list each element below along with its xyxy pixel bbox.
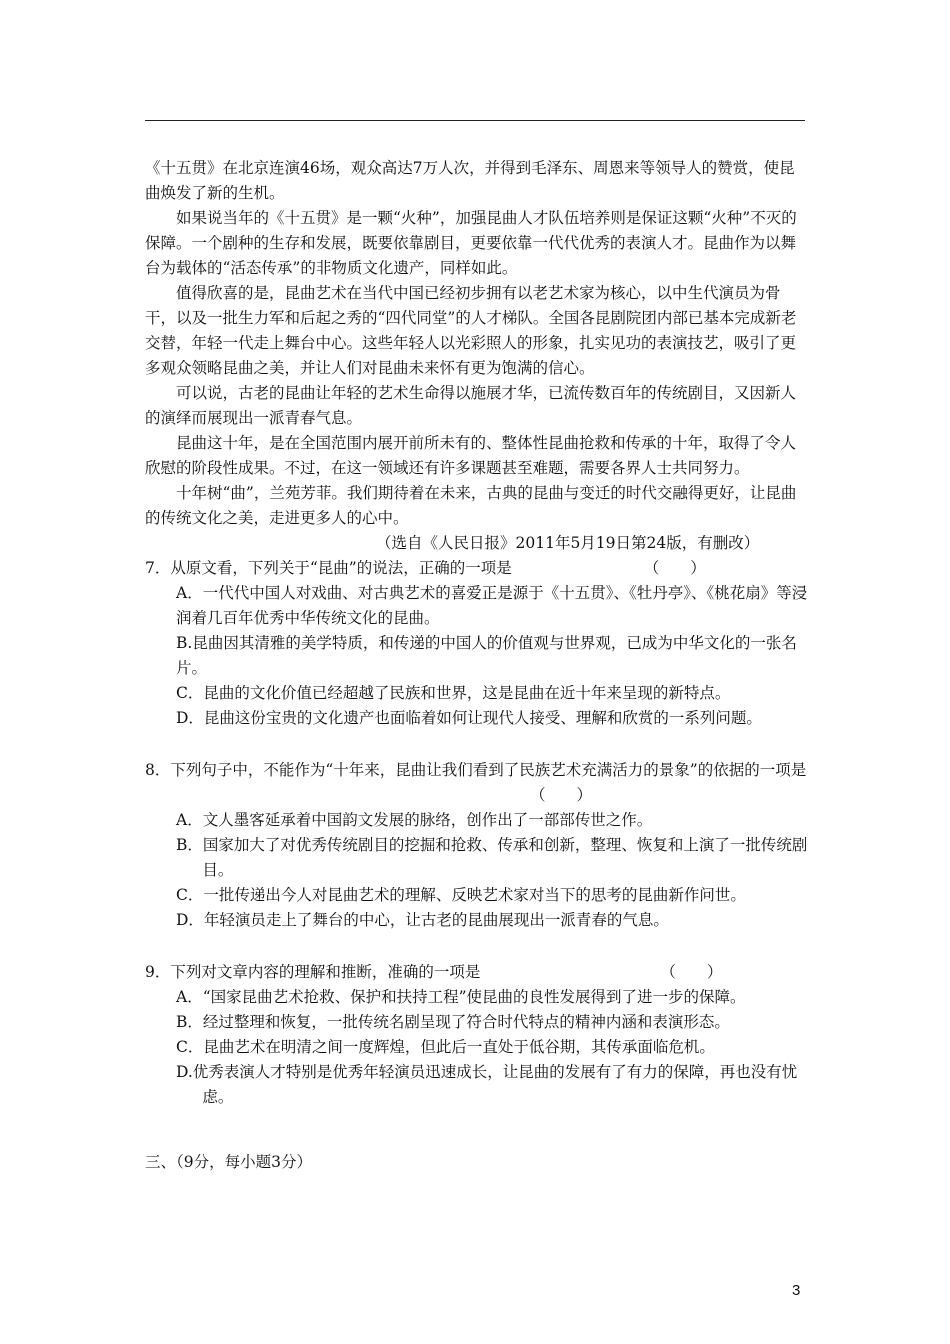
option-a: A．文人墨客延承着中国韵文发展的脉络，创作出了一部部传世之作。 xyxy=(176,811,653,829)
passage-paragraph: 十年树“曲”，兰苑芳菲。我们期待着在未来，古典的昆曲与变迁的时代交融得更好，让昆曲的传统文化之美，走进更多人的心中。 xyxy=(145,484,797,527)
option-b: B.昆曲因其清雅的美学特质，和传递的中国人的价值观与世界观，已成为中华文化的一张名片。 xyxy=(176,634,797,677)
answer-paren: （ ） xyxy=(530,786,593,804)
option-b: B．国家加大了对优秀传统剧目的挖掘和抢救、传承和创新，整理、恢复和上演了一批传统剧目。 xyxy=(176,836,808,879)
option-c: C．一批传递出今人对昆曲艺术的理解、反映艺术家对当下的思考的昆曲新作问世。 xyxy=(176,886,746,904)
passage-source: （选自《人民日报》2011年5月19日第24版，有删改） xyxy=(376,534,760,552)
passage-paragraph: 如果说当年的《十五贯》是一颗“火种”，加强昆曲人才队伍培养则是保证这颗“火种”不灭的保障。一个剧种的生存和发展，既要依靠剧目，更要依靠一代代优秀的表演人才。昆曲作为以舞台为载体的“活态传承”的非物质文化遗产，同样如此。 xyxy=(145,209,797,277)
question-stem-text: 8．下列句子中，不能作为“十年来，昆曲让我们看到了民族艺术充满活力的景象”的依据的一项是 xyxy=(145,761,807,779)
option-a: A．“国家昆曲艺术抢救、保护和扶持工程”使昆曲的良性发展得到了进一步的保障。 xyxy=(176,988,746,1006)
option-d: D.优秀表演人才特别是优秀年轻演员迅速成长，让昆曲的发展有了有力的保障，再也没有忧虑。 xyxy=(176,1063,798,1106)
passage-paragraph: 《十五贯》在北京连演46场，观众高达7万人次，并得到毛泽东、周恩来等领导人的赞赏，使昆曲焕发了新的生机。 xyxy=(145,159,795,202)
answer-paren: （ ） xyxy=(643,559,706,577)
document-body xyxy=(145,156,810,1175)
question-stem xyxy=(145,758,810,808)
section-heading: 三、（9分，每小题3分） xyxy=(145,1153,312,1171)
option-d: D．昆曲这份宝贵的文化遗产也面临着如何让现代人接受、理解和欣赏的一系列问题。 xyxy=(176,709,762,727)
question-stem xyxy=(145,556,810,581)
option-a: A．一代代中国人对戏曲、对古典艺术的喜爱正是源于《十五贯》、《牡丹亭》、《桃花扇》等浸润着几百年优秀中华传统文化的昆曲。 xyxy=(176,584,808,627)
option-c: C．昆曲的文化价值已经超越了民族和世界，这是昆曲在近十年来呈现的新特点。 xyxy=(176,684,731,702)
option-c: C．昆曲艺术在明清之间一度辉煌，但此后一直处于低谷期，其传承面临危机。 xyxy=(176,1038,715,1056)
page-number: 3 xyxy=(792,1282,801,1299)
question-8 xyxy=(145,758,810,933)
header-rule xyxy=(145,120,805,121)
question-9 xyxy=(145,960,810,1110)
passage-paragraph: 值得欣喜的是，昆曲艺术在当代中国已经初步拥有以老艺术家为核心，以中生代演员为骨干，以及一批生力军和后起之秀的“四代同堂”的人才梯队。全国各昆剧院团内部已基本完成新老交替，年轻一代走上舞台中心。这些年轻人以光彩照人的形象，扎实见功的表演技艺，吸引了更多观众领略昆曲之美，并让人们对昆曲未来怀有更为饱满的信心。 xyxy=(145,284,797,377)
answer-paren: （ ） xyxy=(660,963,723,981)
passage-paragraph: 昆曲这十年，是在全国范围内展开前所未有的、整体性昆曲抢救和传承的十年，取得了令人欣慰的阶段性成果。不过，在这一领域还有许多课题甚至难题，需要各界人士共同努力。 xyxy=(145,434,797,477)
option-b: B．经过整理和恢复，一批传统名剧呈现了符合时代特点的精神内涵和表演形态。 xyxy=(176,1013,730,1031)
passage-paragraph: 可以说，古老的昆曲让年轻的艺术生命得以施展才华，已流传数百年的传统剧目，又因新人的演绎而展现出一派青春气息。 xyxy=(145,384,797,427)
question-stem-text: 7．从原文看，下列关于“昆曲”的说法，正确的一项是 xyxy=(145,559,512,577)
question-7 xyxy=(145,556,810,731)
question-stem xyxy=(145,960,810,985)
option-d: D．年轻演员走上了舞台的中心，让古老的昆曲展现出一派青春的气息。 xyxy=(176,911,669,929)
question-stem-text: 9．下列对文章内容的理解和推断，准确的一项是 xyxy=(145,963,481,981)
